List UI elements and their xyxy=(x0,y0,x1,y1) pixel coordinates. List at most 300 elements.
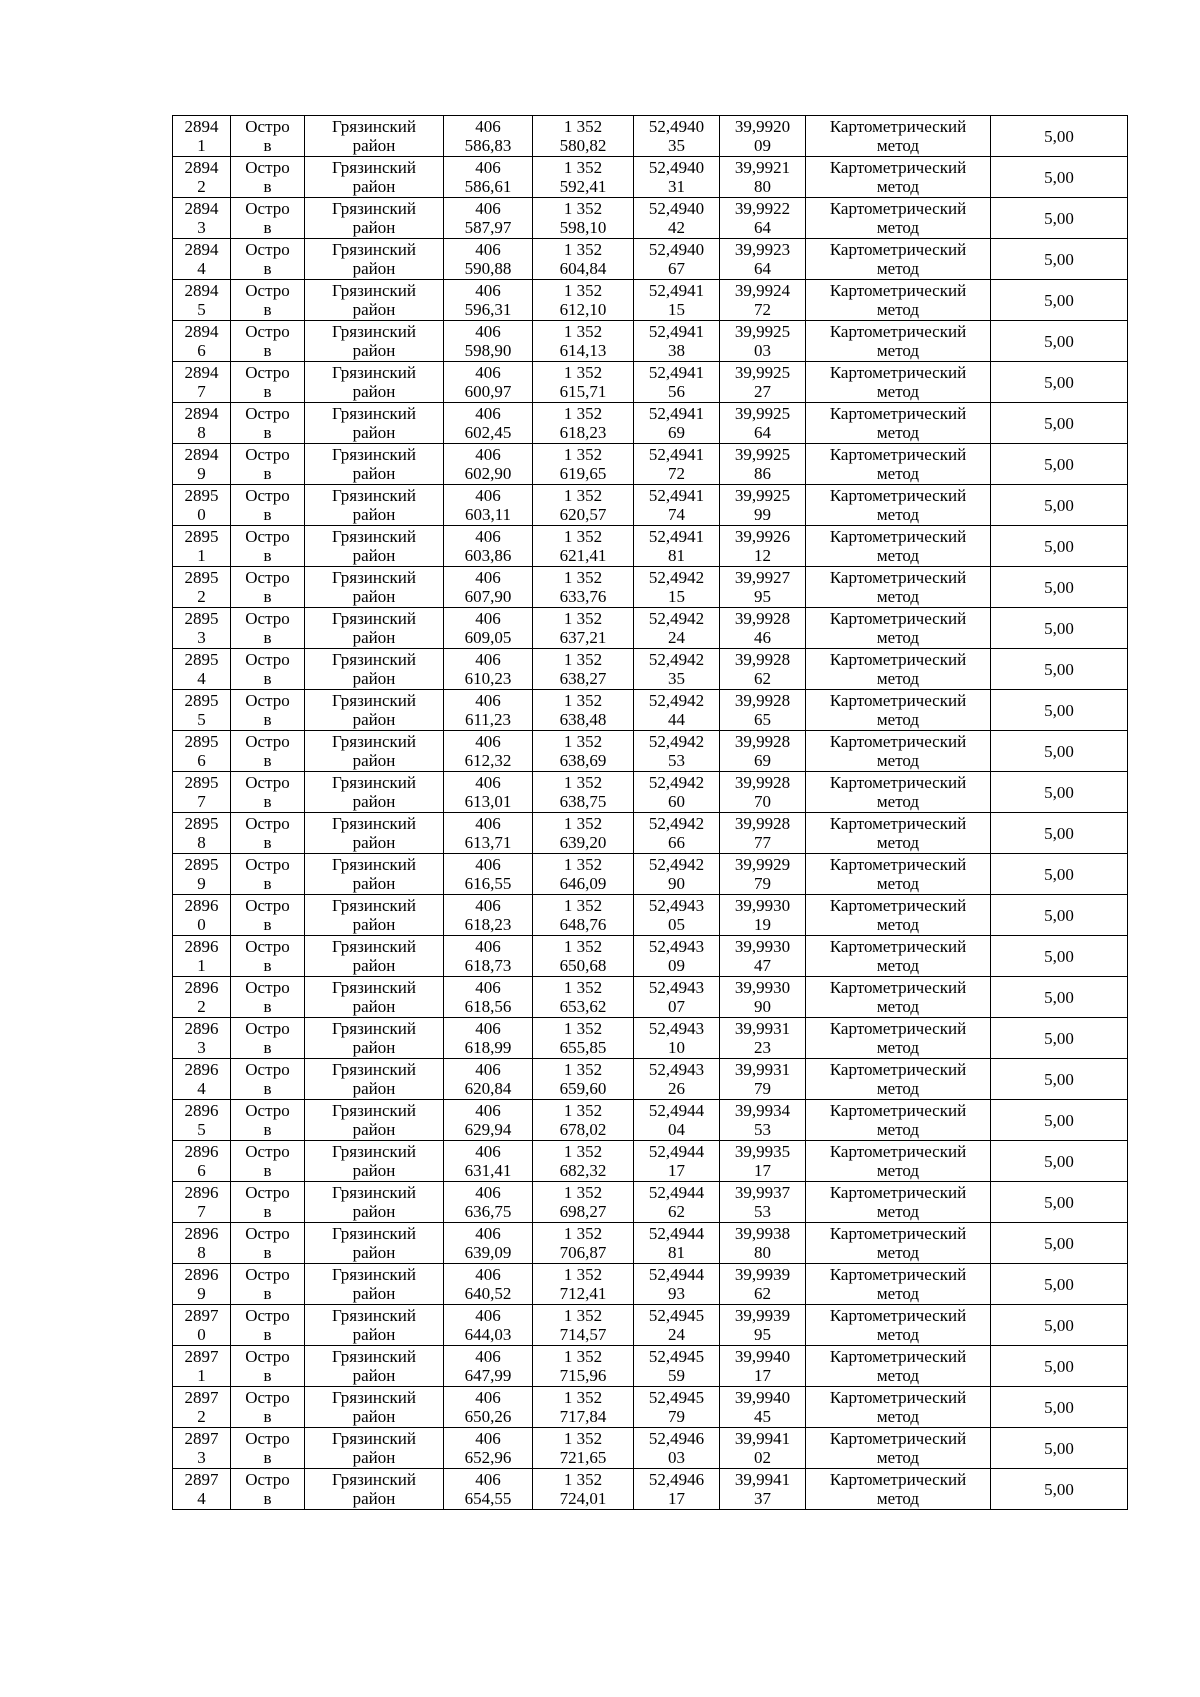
row-number-line-2: 2 xyxy=(197,587,206,606)
object-type-line-1: Остро xyxy=(245,1224,290,1243)
row-number-line-2: 4 xyxy=(197,259,206,278)
latitude-line-1: 52,4941 xyxy=(648,486,705,505)
method-line-2: метод xyxy=(876,915,920,934)
object-type-line-2: в xyxy=(263,915,272,934)
longitude-cell xyxy=(720,1059,806,1100)
y-coordinate-line-2: 638,69 xyxy=(559,751,607,770)
longitude-line-2: 27 xyxy=(754,382,771,401)
x-coordinate-line-1: 406 xyxy=(475,650,501,669)
object-type-line-2: в xyxy=(263,1120,272,1139)
method-line-2: метод xyxy=(876,546,920,565)
y-coordinate-line-2: 682,32 xyxy=(559,1161,607,1180)
row-number-cell xyxy=(173,403,231,444)
accuracy-value: 5,00 xyxy=(1044,126,1074,146)
latitude-line-2: 31 xyxy=(668,177,685,196)
latitude-cell xyxy=(634,239,720,280)
longitude-line-1: 39,9941 xyxy=(734,1429,791,1448)
row-number-line-1: 2895 xyxy=(184,691,219,710)
y-coordinate-line-1: 1 352 xyxy=(563,240,603,259)
method-line-1: Картометрический xyxy=(829,240,967,259)
row-number-cell xyxy=(173,157,231,198)
method-cell xyxy=(806,321,991,362)
longitude-cell xyxy=(720,526,806,567)
y-coordinate-line-1: 1 352 xyxy=(563,1265,603,1284)
method-cell xyxy=(806,895,991,936)
longitude-cell xyxy=(720,157,806,198)
district-line-1: Грязинский xyxy=(332,1142,416,1161)
table-body xyxy=(173,116,1128,1510)
latitude-line-1: 52,4941 xyxy=(648,445,705,464)
longitude-line-2: 12 xyxy=(754,546,771,565)
longitude-line-1: 39,9940 xyxy=(734,1347,791,1366)
accuracy-value: 5,00 xyxy=(1044,864,1074,884)
y-coordinate-cell xyxy=(533,198,634,239)
x-coordinate-cell xyxy=(444,157,533,198)
method-line-2: метод xyxy=(876,833,920,852)
district-cell xyxy=(305,1018,444,1059)
y-coordinate-line-1: 1 352 xyxy=(563,855,603,874)
longitude-cell xyxy=(720,1387,806,1428)
longitude-line-1: 39,9928 xyxy=(734,814,791,833)
longitude-line-2: 90 xyxy=(754,997,771,1016)
method-line-2: метод xyxy=(876,1120,920,1139)
latitude-cell xyxy=(634,526,720,567)
table-row xyxy=(173,239,1128,280)
method-line-1: Картометрический xyxy=(829,568,967,587)
table-row xyxy=(173,813,1128,854)
latitude-line-1: 52,4942 xyxy=(648,814,705,833)
district-line-1: Грязинский xyxy=(332,732,416,751)
row-number-line-1: 2897 xyxy=(184,1470,219,1489)
method-line-1: Картометрический xyxy=(829,1470,967,1489)
y-coordinate-line-1: 1 352 xyxy=(563,117,603,136)
x-coordinate-line-2: 609,05 xyxy=(464,628,512,647)
accuracy-value: 5,00 xyxy=(1044,167,1074,187)
longitude-line-2: 99 xyxy=(754,505,771,524)
district-line-1: Грязинский xyxy=(332,773,416,792)
x-coordinate-line-2: 618,56 xyxy=(464,997,512,1016)
x-coordinate-cell xyxy=(444,977,533,1018)
longitude-line-1: 39,9921 xyxy=(734,158,791,177)
district-cell xyxy=(305,772,444,813)
y-coordinate-line-2: 637,21 xyxy=(559,628,607,647)
y-coordinate-cell xyxy=(533,649,634,690)
method-line-1: Картометрический xyxy=(829,1347,967,1366)
method-line-2: метод xyxy=(876,792,920,811)
latitude-line-1: 52,4946 xyxy=(648,1470,705,1489)
object-type-line-1: Остро xyxy=(245,158,290,177)
latitude-line-2: 67 xyxy=(668,259,685,278)
table-row xyxy=(173,444,1128,485)
x-coordinate-line-1: 406 xyxy=(475,732,501,751)
row-number-cell xyxy=(173,116,231,157)
x-coordinate-cell xyxy=(444,772,533,813)
x-coordinate-line-1: 406 xyxy=(475,814,501,833)
district-line-2: район xyxy=(352,587,396,606)
district-cell xyxy=(305,1387,444,1428)
object-type-line-2: в xyxy=(263,423,272,442)
longitude-line-2: 80 xyxy=(754,1243,771,1262)
table-row xyxy=(173,362,1128,403)
x-coordinate-cell xyxy=(444,1141,533,1182)
accuracy-cell xyxy=(991,936,1128,977)
district-line-2: район xyxy=(352,1038,396,1057)
object-type-cell xyxy=(231,1182,305,1223)
object-type-line-2: в xyxy=(263,1079,272,1098)
district-cell xyxy=(305,1264,444,1305)
x-coordinate-cell xyxy=(444,239,533,280)
row-number-line-2: 3 xyxy=(197,218,206,237)
y-coordinate-line-2: 698,27 xyxy=(559,1202,607,1221)
x-coordinate-line-2: 636,75 xyxy=(464,1202,512,1221)
x-coordinate-line-1: 406 xyxy=(475,1306,501,1325)
object-type-cell xyxy=(231,239,305,280)
row-number-line-1: 2895 xyxy=(184,732,219,751)
object-type-cell xyxy=(231,485,305,526)
row-number-cell xyxy=(173,485,231,526)
method-line-2: метод xyxy=(876,1366,920,1385)
longitude-line-1: 39,9935 xyxy=(734,1142,791,1161)
district-cell xyxy=(305,1141,444,1182)
latitude-cell xyxy=(634,321,720,362)
accuracy-cell xyxy=(991,1428,1128,1469)
x-coordinate-line-1: 406 xyxy=(475,445,501,464)
accuracy-value: 5,00 xyxy=(1044,782,1074,802)
accuracy-cell xyxy=(991,1346,1128,1387)
y-coordinate-line-2: 646,09 xyxy=(559,874,607,893)
district-line-1: Грязинский xyxy=(332,117,416,136)
row-number-line-2: 4 xyxy=(197,1079,206,1098)
longitude-line-1: 39,9930 xyxy=(734,937,791,956)
object-type-cell xyxy=(231,895,305,936)
object-type-line-2: в xyxy=(263,546,272,565)
x-coordinate-line-1: 406 xyxy=(475,199,501,218)
object-type-line-2: в xyxy=(263,587,272,606)
accuracy-value: 5,00 xyxy=(1044,1315,1074,1335)
y-coordinate-line-1: 1 352 xyxy=(563,1183,603,1202)
method-line-1: Картометрический xyxy=(829,404,967,423)
district-line-2: район xyxy=(352,300,396,319)
x-coordinate-cell xyxy=(444,649,533,690)
latitude-cell xyxy=(634,731,720,772)
object-type-line-2: в xyxy=(263,628,272,647)
method-line-1: Картометрический xyxy=(829,1429,967,1448)
object-type-cell xyxy=(231,362,305,403)
y-coordinate-cell xyxy=(533,936,634,977)
longitude-cell xyxy=(720,1428,806,1469)
district-line-2: район xyxy=(352,1079,396,1098)
longitude-cell xyxy=(720,567,806,608)
accuracy-cell xyxy=(991,977,1128,1018)
district-cell xyxy=(305,1182,444,1223)
accuracy-value: 5,00 xyxy=(1044,1192,1074,1212)
method-line-2: метод xyxy=(876,423,920,442)
object-type-line-2: в xyxy=(263,1325,272,1344)
accuracy-cell xyxy=(991,485,1128,526)
accuracy-cell xyxy=(991,1018,1128,1059)
object-type-line-1: Остро xyxy=(245,486,290,505)
district-line-2: район xyxy=(352,1407,396,1426)
object-type-cell xyxy=(231,567,305,608)
row-number-cell xyxy=(173,239,231,280)
latitude-cell xyxy=(634,813,720,854)
district-line-2: район xyxy=(352,956,396,975)
y-coordinate-line-1: 1 352 xyxy=(563,1019,603,1038)
x-coordinate-line-2: 650,26 xyxy=(464,1407,512,1426)
longitude-cell xyxy=(720,321,806,362)
row-number-cell xyxy=(173,567,231,608)
longitude-line-1: 39,9941 xyxy=(734,1470,791,1489)
longitude-line-2: 64 xyxy=(754,218,771,237)
longitude-line-2: 79 xyxy=(754,1079,771,1098)
latitude-line-1: 52,4940 xyxy=(648,199,705,218)
accuracy-cell xyxy=(991,362,1128,403)
row-number-line-1: 2894 xyxy=(184,158,219,177)
latitude-line-2: 42 xyxy=(668,218,685,237)
object-type-cell xyxy=(231,444,305,485)
x-coordinate-line-2: 618,73 xyxy=(464,956,512,975)
latitude-line-1: 52,4940 xyxy=(648,158,705,177)
object-type-line-2: в xyxy=(263,1448,272,1467)
object-type-line-2: в xyxy=(263,956,272,975)
longitude-cell xyxy=(720,362,806,403)
latitude-cell xyxy=(634,1223,720,1264)
table-row xyxy=(173,280,1128,321)
table-row xyxy=(173,485,1128,526)
longitude-line-1: 39,9925 xyxy=(734,486,791,505)
object-type-line-1: Остро xyxy=(245,445,290,464)
latitude-line-2: 90 xyxy=(668,874,685,893)
x-coordinate-line-1: 406 xyxy=(475,527,501,546)
longitude-cell xyxy=(720,1346,806,1387)
object-type-line-1: Остро xyxy=(245,1347,290,1366)
object-type-line-2: в xyxy=(263,874,272,893)
accuracy-value: 5,00 xyxy=(1044,1397,1074,1417)
table-row xyxy=(173,772,1128,813)
accuracy-cell xyxy=(991,157,1128,198)
y-coordinate-cell xyxy=(533,1059,634,1100)
district-cell xyxy=(305,1469,444,1510)
x-coordinate-line-1: 406 xyxy=(475,1388,501,1407)
y-coordinate-cell xyxy=(533,157,634,198)
table-row xyxy=(173,854,1128,895)
x-coordinate-line-2: 652,96 xyxy=(464,1448,512,1467)
longitude-line-2: 80 xyxy=(754,177,771,196)
method-cell xyxy=(806,239,991,280)
row-number-cell xyxy=(173,362,231,403)
district-cell xyxy=(305,485,444,526)
district-cell xyxy=(305,403,444,444)
accuracy-value: 5,00 xyxy=(1044,331,1074,351)
x-coordinate-cell xyxy=(444,895,533,936)
row-number-line-2: 7 xyxy=(197,1202,206,1221)
object-type-cell xyxy=(231,403,305,444)
district-line-1: Грязинский xyxy=(332,527,416,546)
row-number-line-1: 2896 xyxy=(184,1183,219,1202)
longitude-line-2: 03 xyxy=(754,341,771,360)
object-type-cell xyxy=(231,1100,305,1141)
district-cell xyxy=(305,1305,444,1346)
object-type-line-1: Остро xyxy=(245,363,290,382)
district-cell xyxy=(305,854,444,895)
y-coordinate-line-2: 580,82 xyxy=(559,136,607,155)
latitude-line-1: 52,4941 xyxy=(648,281,705,300)
method-line-2: метод xyxy=(876,1448,920,1467)
object-type-cell xyxy=(231,1428,305,1469)
longitude-line-2: 77 xyxy=(754,833,771,852)
object-type-line-1: Остро xyxy=(245,1060,290,1079)
method-line-1: Картометрический xyxy=(829,363,967,382)
object-type-line-2: в xyxy=(263,464,272,483)
y-coordinate-line-2: 619,65 xyxy=(559,464,607,483)
district-line-2: район xyxy=(352,710,396,729)
accuracy-cell xyxy=(991,198,1128,239)
method-line-2: метод xyxy=(876,136,920,155)
row-number-line-1: 2896 xyxy=(184,1265,219,1284)
longitude-line-2: 86 xyxy=(754,464,771,483)
table-row xyxy=(173,731,1128,772)
latitude-line-2: 66 xyxy=(668,833,685,852)
district-line-1: Грязинский xyxy=(332,568,416,587)
y-coordinate-line-2: 706,87 xyxy=(559,1243,607,1262)
method-line-1: Картометрический xyxy=(829,117,967,136)
district-line-1: Грязинский xyxy=(332,486,416,505)
row-number-cell xyxy=(173,608,231,649)
row-number-cell xyxy=(173,1387,231,1428)
district-line-1: Грязинский xyxy=(332,1060,416,1079)
latitude-line-1: 52,4943 xyxy=(648,1060,705,1079)
method-line-2: метод xyxy=(876,751,920,770)
district-line-1: Грязинский xyxy=(332,814,416,833)
y-coordinate-line-2: 614,13 xyxy=(559,341,607,360)
x-coordinate-cell xyxy=(444,1100,533,1141)
district-cell xyxy=(305,649,444,690)
accuracy-value: 5,00 xyxy=(1044,1028,1074,1048)
x-coordinate-line-2: 603,86 xyxy=(464,546,512,565)
district-line-2: район xyxy=(352,136,396,155)
method-cell xyxy=(806,608,991,649)
y-coordinate-cell xyxy=(533,280,634,321)
y-coordinate-cell xyxy=(533,321,634,362)
latitude-line-2: 72 xyxy=(668,464,685,483)
district-line-2: район xyxy=(352,751,396,770)
method-cell xyxy=(806,936,991,977)
table-row xyxy=(173,1100,1128,1141)
latitude-line-1: 52,4944 xyxy=(648,1224,705,1243)
method-cell xyxy=(806,567,991,608)
district-line-1: Грязинский xyxy=(332,199,416,218)
accuracy-value: 5,00 xyxy=(1044,905,1074,925)
longitude-cell xyxy=(720,854,806,895)
latitude-line-2: 04 xyxy=(668,1120,685,1139)
district-line-1: Грязинский xyxy=(332,404,416,423)
district-cell xyxy=(305,731,444,772)
row-number-line-1: 2895 xyxy=(184,568,219,587)
y-coordinate-line-1: 1 352 xyxy=(563,1060,603,1079)
accuracy-value: 5,00 xyxy=(1044,946,1074,966)
x-coordinate-line-2: 610,23 xyxy=(464,669,512,688)
x-coordinate-line-1: 406 xyxy=(475,773,501,792)
y-coordinate-cell xyxy=(533,403,634,444)
x-coordinate-line-2: 611,23 xyxy=(464,710,512,729)
y-coordinate-line-1: 1 352 xyxy=(563,1142,603,1161)
district-cell xyxy=(305,977,444,1018)
y-coordinate-line-1: 1 352 xyxy=(563,158,603,177)
table-row xyxy=(173,1264,1128,1305)
object-type-cell xyxy=(231,526,305,567)
table-row xyxy=(173,1387,1128,1428)
x-coordinate-cell xyxy=(444,1223,533,1264)
object-type-line-2: в xyxy=(263,1161,272,1180)
object-type-line-1: Остро xyxy=(245,1470,290,1489)
method-line-2: метод xyxy=(876,1243,920,1262)
longitude-cell xyxy=(720,608,806,649)
table-row xyxy=(173,321,1128,362)
longitude-cell xyxy=(720,772,806,813)
latitude-line-1: 52,4945 xyxy=(648,1306,705,1325)
y-coordinate-cell xyxy=(533,977,634,1018)
x-coordinate-cell xyxy=(444,1346,533,1387)
x-coordinate-line-2: 596,31 xyxy=(464,300,512,319)
y-coordinate-line-1: 1 352 xyxy=(563,1224,603,1243)
table-row xyxy=(173,936,1128,977)
row-number-line-1: 2896 xyxy=(184,1101,219,1120)
object-type-line-2: в xyxy=(263,177,272,196)
latitude-cell xyxy=(634,485,720,526)
x-coordinate-line-2: 618,23 xyxy=(464,915,512,934)
row-number-line-1: 2896 xyxy=(184,1060,219,1079)
latitude-line-2: 81 xyxy=(668,1243,685,1262)
latitude-line-2: 24 xyxy=(668,628,685,647)
method-line-1: Картометрический xyxy=(829,691,967,710)
accuracy-cell xyxy=(991,1387,1128,1428)
x-coordinate-line-1: 406 xyxy=(475,281,501,300)
table-row xyxy=(173,1182,1128,1223)
x-coordinate-cell xyxy=(444,813,533,854)
object-type-line-1: Остро xyxy=(245,117,290,136)
accuracy-cell xyxy=(991,1305,1128,1346)
y-coordinate-cell xyxy=(533,239,634,280)
district-cell xyxy=(305,1059,444,1100)
x-coordinate-line-2: 590,88 xyxy=(464,259,512,278)
method-line-1: Картометрический xyxy=(829,650,967,669)
longitude-cell xyxy=(720,690,806,731)
y-coordinate-cell xyxy=(533,1346,634,1387)
district-line-1: Грязинский xyxy=(332,978,416,997)
y-coordinate-cell xyxy=(533,1387,634,1428)
method-cell xyxy=(806,1469,991,1510)
x-coordinate-cell xyxy=(444,854,533,895)
method-line-1: Картометрический xyxy=(829,1388,967,1407)
object-type-cell xyxy=(231,1305,305,1346)
district-line-2: район xyxy=(352,505,396,524)
x-coordinate-line-1: 406 xyxy=(475,1183,501,1202)
x-coordinate-line-2: 603,11 xyxy=(464,505,512,524)
longitude-cell xyxy=(720,1182,806,1223)
longitude-line-1: 39,9923 xyxy=(734,240,791,259)
longitude-line-1: 39,9925 xyxy=(734,363,791,382)
object-type-line-1: Остро xyxy=(245,527,290,546)
y-coordinate-cell xyxy=(533,362,634,403)
method-line-2: метод xyxy=(876,341,920,360)
accuracy-cell xyxy=(991,608,1128,649)
y-coordinate-line-1: 1 352 xyxy=(563,404,603,423)
latitude-cell xyxy=(634,1469,720,1510)
district-line-2: район xyxy=(352,1366,396,1385)
row-number-cell xyxy=(173,1182,231,1223)
table-row xyxy=(173,526,1128,567)
method-cell xyxy=(806,1100,991,1141)
